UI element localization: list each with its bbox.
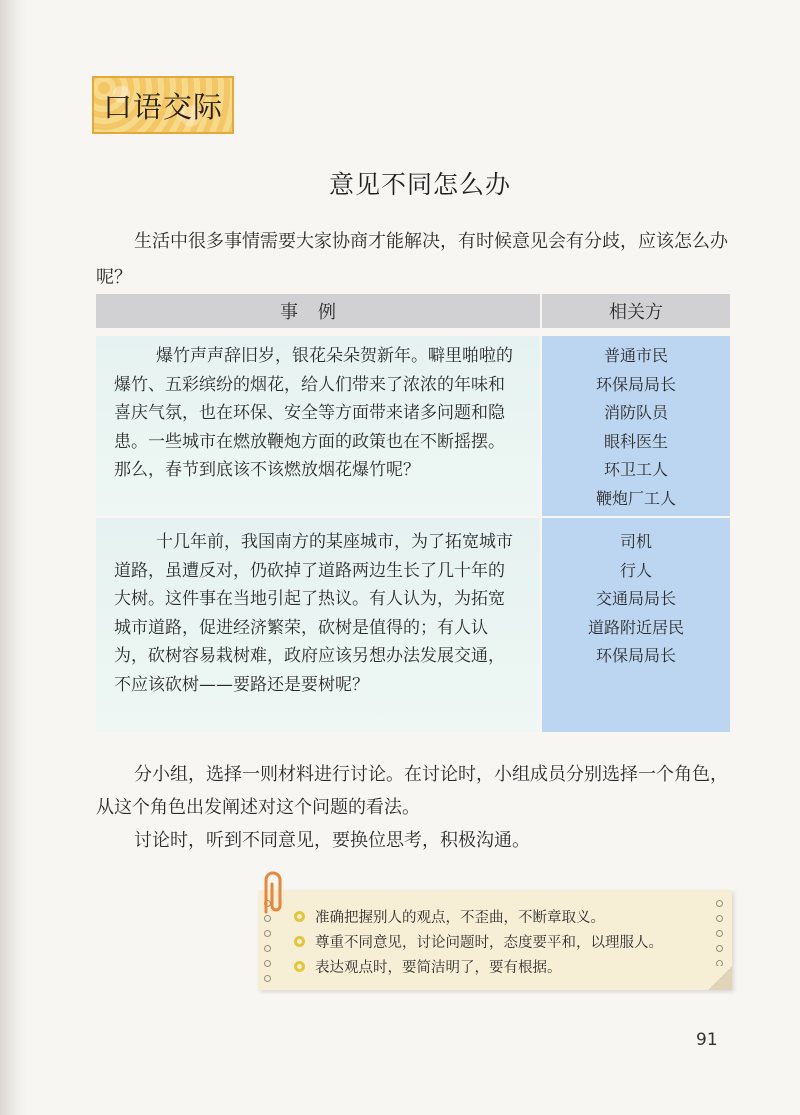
party-item: 环卫工人 (603, 460, 668, 479)
table-header-case: 事例 (96, 294, 540, 328)
party-item: 消防队员 (603, 403, 668, 422)
tip-list (294, 904, 734, 979)
party-item: 环保局局长 (595, 646, 676, 665)
party-cell-trees (542, 518, 730, 732)
bullet-icon (294, 936, 305, 947)
case-text: 爆竹声声辞旧岁，银花朵朵贺新年。噼里啪啦的爆竹、五彩缤纷的烟花，给人们带来了浓浓的年味和喜庆气氛，也在环保、安全等方面带来诸多问题和隐患。一些城市在燃放鞭炮方面的政策也在不断摇摆。那么，春节到底该不该燃放烟花爆竹呢？ (114, 346, 513, 480)
case-cell-fireworks (96, 336, 540, 516)
tip-text: 尊重不同意见，讨论问题时，态度要平和，以理服人。 (315, 935, 663, 951)
party-item: 环保局局长 (595, 374, 676, 394)
case-cell-trees (96, 518, 540, 732)
party-item: 交通局局长 (595, 589, 676, 608)
party-item: 行人 (619, 560, 652, 580)
section-tag (92, 76, 234, 134)
tip-item (294, 929, 734, 954)
party-item: 普通市民 (603, 346, 668, 365)
party-cell-fireworks (542, 336, 730, 516)
section-tag-label: 口语交际 (102, 89, 223, 124)
party-item: 眼科医生 (603, 431, 668, 451)
intro-paragraph: 生活中很多事情需要大家协商才能解决，有时候意见会有分歧，应该怎么办呢？ (96, 231, 728, 288)
page-curl-icon (708, 966, 732, 990)
party-item: 道路附近居民 (587, 617, 684, 637)
lesson-title: 意见不同怎么办 (328, 170, 511, 199)
instruction-paragraph: 分小组，选择一则材料进行讨论。在讨论时，小组成员分别选择一个角色，从这个角色出发阐述对这个问题的看法。 (96, 764, 728, 818)
tip-card (258, 890, 732, 990)
discussion-instructions (96, 758, 736, 857)
tip-text: 准确把握别人的观点，不歪曲，不断章取义。 (315, 910, 605, 926)
party-item: 司机 (619, 532, 652, 551)
tip-item (294, 954, 734, 979)
case-text: 十几年前，我国南方的某座城市，为了拓宽城市道路，虽遭反对，仍砍掉了道路两边生长了几十年的大树。这件事在当地引起了热议。有人认为，为拓宽城市道路，促进经济繁荣，砍树是值得的；有人认为，砍树容易栽树难，政府应该另想办法发展交通，不应该砍树——要路还是要树呢？ (114, 532, 513, 695)
tip-item (294, 904, 734, 929)
page-number: 91 (696, 1030, 718, 1050)
instruction-paragraph: 讨论时，听到不同意见，要换位思考，积极沟通。 (134, 830, 530, 851)
bullet-icon (294, 961, 305, 972)
tip-text: 表达观点时，要简洁明了，要有根据。 (315, 960, 562, 976)
table-header-parties: 相关方 (542, 294, 730, 328)
bullet-icon (294, 911, 305, 922)
party-item: 鞭炮厂工人 (595, 488, 676, 508)
paperclip-icon (256, 868, 290, 918)
